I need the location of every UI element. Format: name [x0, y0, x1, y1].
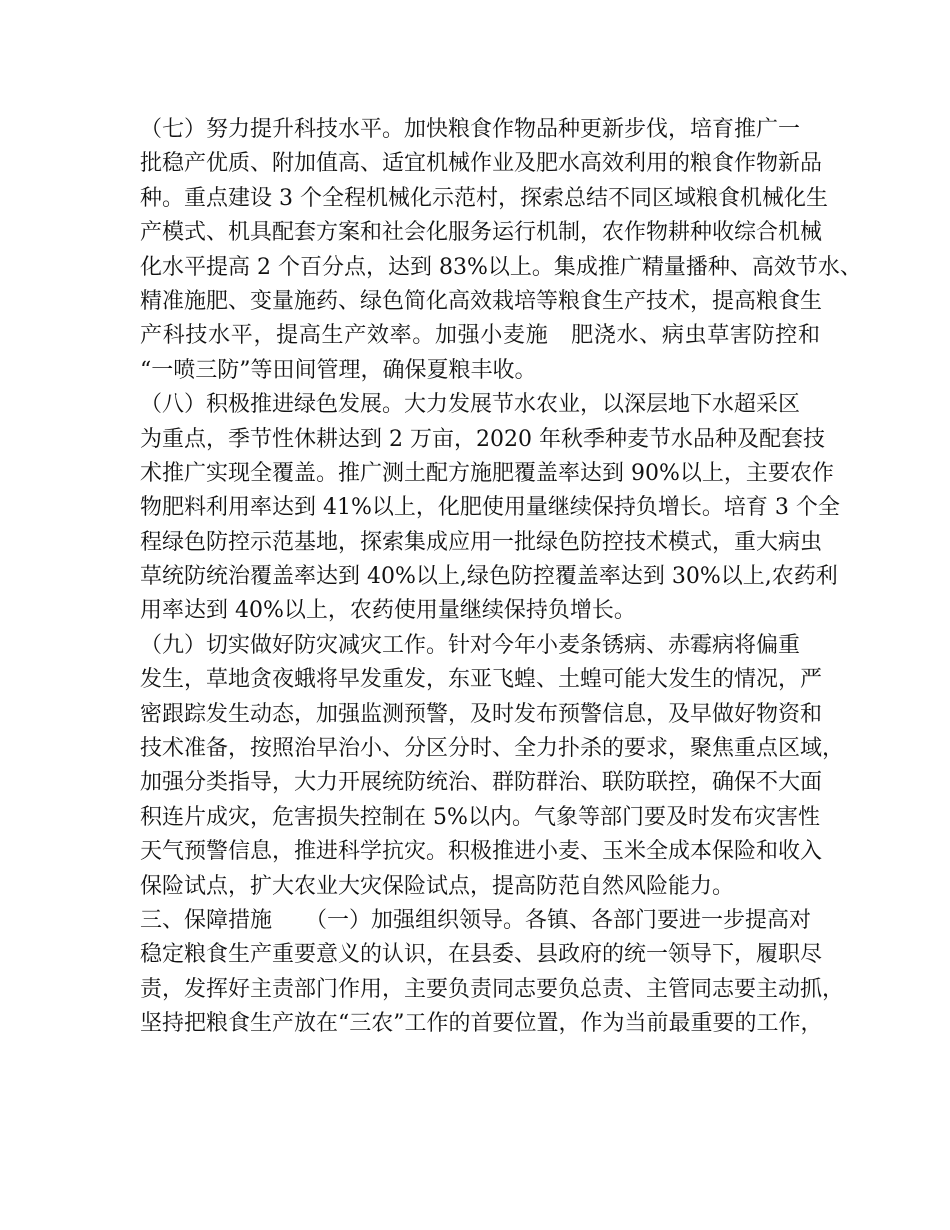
text-line: （八）积极推进绿色发展。大力发展节水农业，以深层地下水超采区	[140, 392, 801, 418]
text-line: “一喷三防”等田间管理，确保夏粮丰收。	[140, 357, 537, 383]
text-line: 种。重点建设 3 个全程机械化示范村，探索总结不同区域粮食机械化生	[140, 185, 828, 211]
text-line: 产模式、机具配套方案和社会化服务运行机制，农作物耕种收综合机械	[140, 220, 823, 246]
text-line: 物肥料利用率达到 41%以上，化肥使用量继续保持负增长。培育 3 个全	[140, 495, 840, 521]
text-line: 加强分类指导，大力开展统防统治、群防群治、联防联控，确保不大面	[140, 770, 823, 796]
section-heading-line: 三、保障措施 （一）加强组织领导。各镇、各部门要进一步提高对	[140, 907, 812, 933]
text-line: 草统防统治覆盖率达到 40%以上,绿色防控覆盖率达到 30%以上,农药利	[140, 564, 838, 590]
text-line: 密跟踪发生动态，加强监测预警，及时发布预警信息，及早做好物资和	[140, 701, 823, 727]
text-line: 用率达到 40%以上，农药使用量继续保持负增长。	[140, 598, 636, 624]
text-line: 技术准备，按照治早治小、分区分时、全力扑杀的要求，聚焦重点区域，	[140, 736, 845, 762]
text-line: （七）努力提升科技水平。加快粮食作物品种更新步伐，培育推广一	[140, 117, 801, 142]
text-line: 天气预警信息，推进科学抗灾。积极推进小麦、玉米全成本保险和收入	[140, 839, 823, 865]
text-line: 坚持把粮食生产放在“三农”工作的首要位置，作为当前最重要的工作，	[140, 1011, 823, 1037]
text-line: 保险试点，扩大农业大灾保险试点，提高防范自然风险能力。	[140, 873, 735, 899]
text-line: 发生，草地贪夜蛾将早发重发，东亚飞蝗、土蝗可能大发生的情况，严	[140, 667, 823, 693]
document-page	[140, 113, 862, 1042]
text-line: 批稳产优质、附加值高、适宜机械作业及肥水高效利用的粮食作物新品	[140, 151, 823, 177]
text-line: （九）切实做好防灾减灾工作。针对今年小麦条锈病、赤霉病将偏重	[140, 632, 801, 658]
text-line: 为重点，季节性休耕达到 2 万亩，2020 年秋季种麦节水品种及配套技	[140, 426, 825, 452]
text-line: 责，发挥好主责部门作用，主要负责同志要负总责、主管同志要主动抓，	[140, 976, 845, 1002]
text-line: 程绿色防控示范基地，探索集成应用一批绿色防控技术模式，重大病虫	[140, 529, 823, 555]
text-line: 术推广实现全覆盖。推广测土配方施肥覆盖率达到 90%以上，主要农作	[140, 460, 834, 486]
text-line: 产科技水平，提高生产效率。加强小麦施 肥浇水、病虫草害防控和	[140, 323, 820, 349]
text-line: 稳定粮食生产重要意义的认识，在县委、县政府的统一领导下，履职尽	[140, 942, 823, 968]
text-line: 积连片成灾，危害损失控制在 5%以内。气象等部门要及时发布灾害性	[140, 804, 820, 830]
text-line: 精准施肥、变量施药、绿色简化高效栽培等粮食生产技术，提高粮食生	[140, 288, 823, 314]
text-line: 化水平提高 2 个百分点，达到 83%以上。集成推广精量播种、高效节水、	[140, 254, 862, 280]
